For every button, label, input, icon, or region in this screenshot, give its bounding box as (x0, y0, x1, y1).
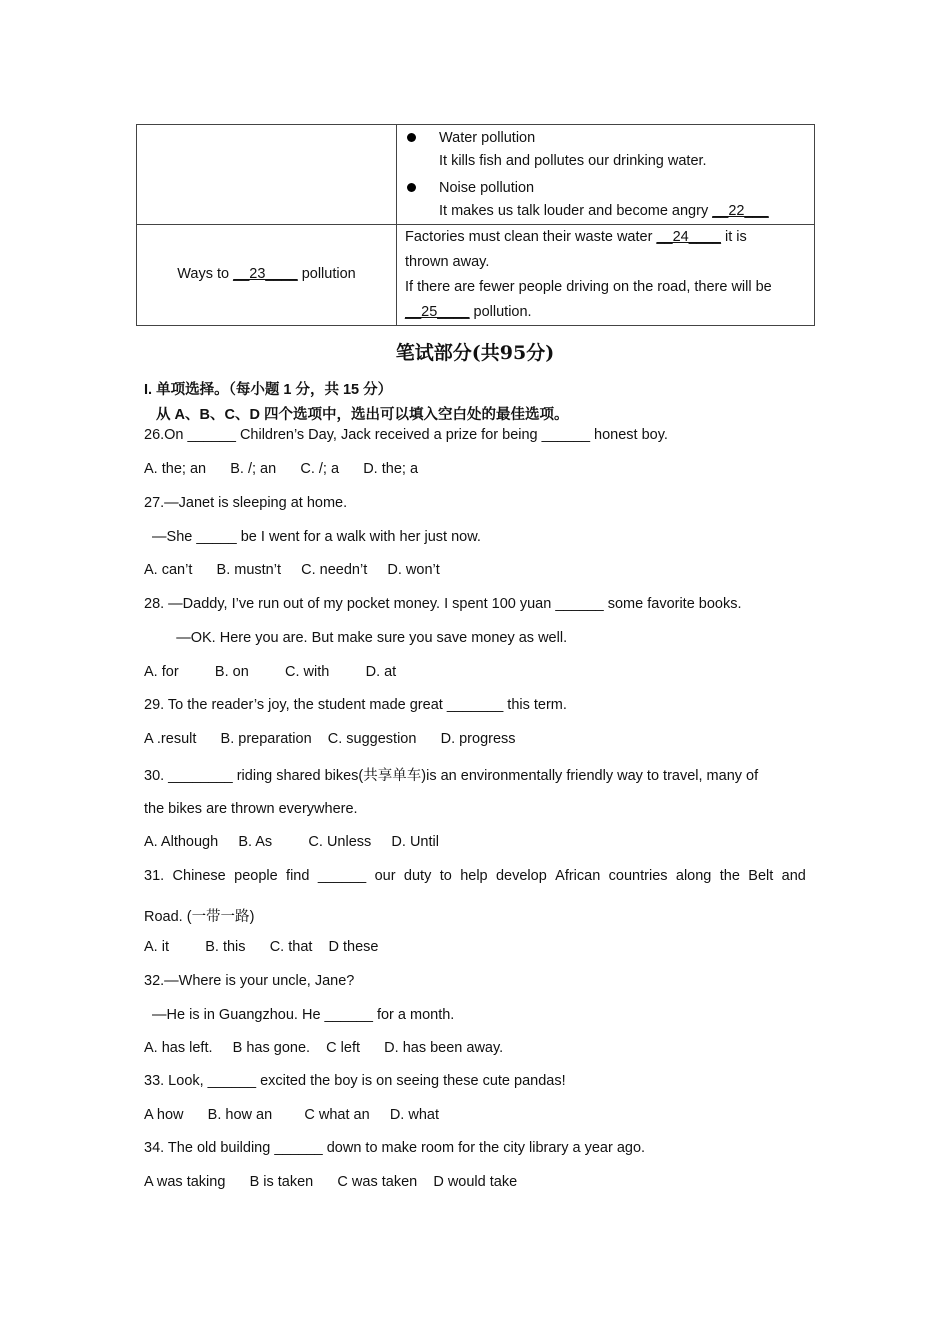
table-row (137, 225, 815, 326)
water-pollution-desc: It kills fish and pollutes our drinking water. (439, 153, 707, 169)
pollution-table (136, 124, 815, 326)
question-31-options: A. it B. this C. that D these (144, 939, 379, 955)
question-31 (144, 868, 806, 884)
list-item (397, 127, 814, 173)
ways-label: Ways to __23____ pollution (177, 266, 356, 282)
solution-line-3: If there are fewer people driving on the road, there will be (405, 279, 772, 295)
solution-line-1: Factories must clean their waste water __24____ it is (405, 229, 747, 245)
question-27: 27.—Janet is sleeping at home. (144, 495, 348, 511)
question-31-word: ______ (317, 868, 367, 884)
question-27-reply: —She _____ be I went for a walk with her just now. (144, 529, 481, 545)
question-31-word: our (374, 868, 396, 884)
solution-line-2: thrown away. (405, 254, 490, 270)
question-33: 33. Look, ______ excited the boy is on seeing these cute pandas! (144, 1073, 566, 1089)
question-32-options: A. has left. B has gone. C left D. has been away. (144, 1040, 504, 1056)
question-28-options: A. for B. on C. with D. at (144, 664, 397, 680)
question-31-word: help (460, 868, 488, 884)
question-28-reply: —OK. Here you are. But make sure you save money as well. (144, 630, 568, 646)
question-26-options: A. the; an B. /; an C. /; a D. the; a (144, 461, 419, 477)
question-30-cont: the bikes are thrown everywhere. (144, 801, 358, 817)
table-cell-ways (137, 225, 397, 326)
question-30-options: A. Although B. As C. Unless D. Until (144, 834, 439, 850)
blank-23: __23____ (233, 266, 298, 282)
section-title: 笔试部分(共95分) (395, 342, 555, 364)
question-31-word: along (675, 868, 712, 884)
question-31-word: develop (495, 868, 547, 884)
table-cell-solutions (397, 225, 815, 326)
question-31-word: people (234, 868, 278, 884)
question-31-word: the (719, 868, 740, 884)
list-item (397, 177, 814, 223)
question-31-cont: Road. (一带一路) (144, 909, 255, 925)
noise-pollution-desc: It makes us talk louder and become angry __22___ (439, 203, 769, 219)
question-31-word: find (286, 868, 310, 884)
question-34-options: A was taking B is taken C was taken D would take (144, 1174, 518, 1190)
question-31-word: Belt (748, 868, 774, 884)
bullet-icon (407, 183, 416, 192)
table-row (137, 125, 815, 225)
question-31-word: Chinese (172, 868, 226, 884)
noise-pollution-title: Noise pollution (439, 180, 535, 196)
question-29: 29. To the reader’s joy, the student made great _______ this term. (144, 697, 567, 713)
question-31-word: to (439, 868, 452, 884)
question-31-word: duty (403, 868, 432, 884)
question-33-options: A how B. how an C what an D. what (144, 1107, 439, 1123)
question-30: 30. ________ riding shared bikes(共享单车)is an environmentally friendly way to travel, many of (144, 768, 759, 784)
question-32-reply: —He is in Guangzhou. He ______ for a month. (144, 1007, 455, 1023)
question-31-word: African (555, 868, 601, 884)
question-28: 28. —Daddy, I’ve run out of my pocket money. I spent 100 yuan ______ some favorite books. (144, 596, 742, 612)
question-26: 26.On ______ Children’s Day, Jack received a prize for being ______ honest boy. (144, 427, 668, 443)
question-31-word: 31. (144, 868, 165, 884)
table-cell-pollution-types (397, 125, 815, 225)
question-34: 34. The old building ______ down to make room for the city library a year ago. (144, 1140, 646, 1156)
bullet-icon (407, 133, 416, 142)
blank-25: __25____ (405, 304, 470, 320)
question-31-word: countries (608, 868, 668, 884)
part-instruction: 从 A、B、C、D 四个选项中，选出可以填入空白处的最佳选项。 (156, 407, 569, 423)
question-29-options: A .result B. preparation C. suggestion D. progress (144, 731, 516, 747)
table-cell-empty (137, 125, 397, 225)
solution-line-4: __25____ pollution. (405, 304, 532, 320)
part-heading: I. 单项选择。（每小题 1 分，共 15 分） (144, 382, 393, 398)
question-31-word: and (781, 868, 806, 884)
water-pollution-title: Water pollution (439, 130, 536, 146)
question-32: 32.—Where is your uncle, Jane? (144, 973, 355, 989)
question-27-options: A. can’t B. mustn’t C. needn’t D. won’t (144, 562, 440, 578)
blank-24: __24____ (656, 229, 721, 245)
blank-22: __22___ (712, 203, 769, 219)
